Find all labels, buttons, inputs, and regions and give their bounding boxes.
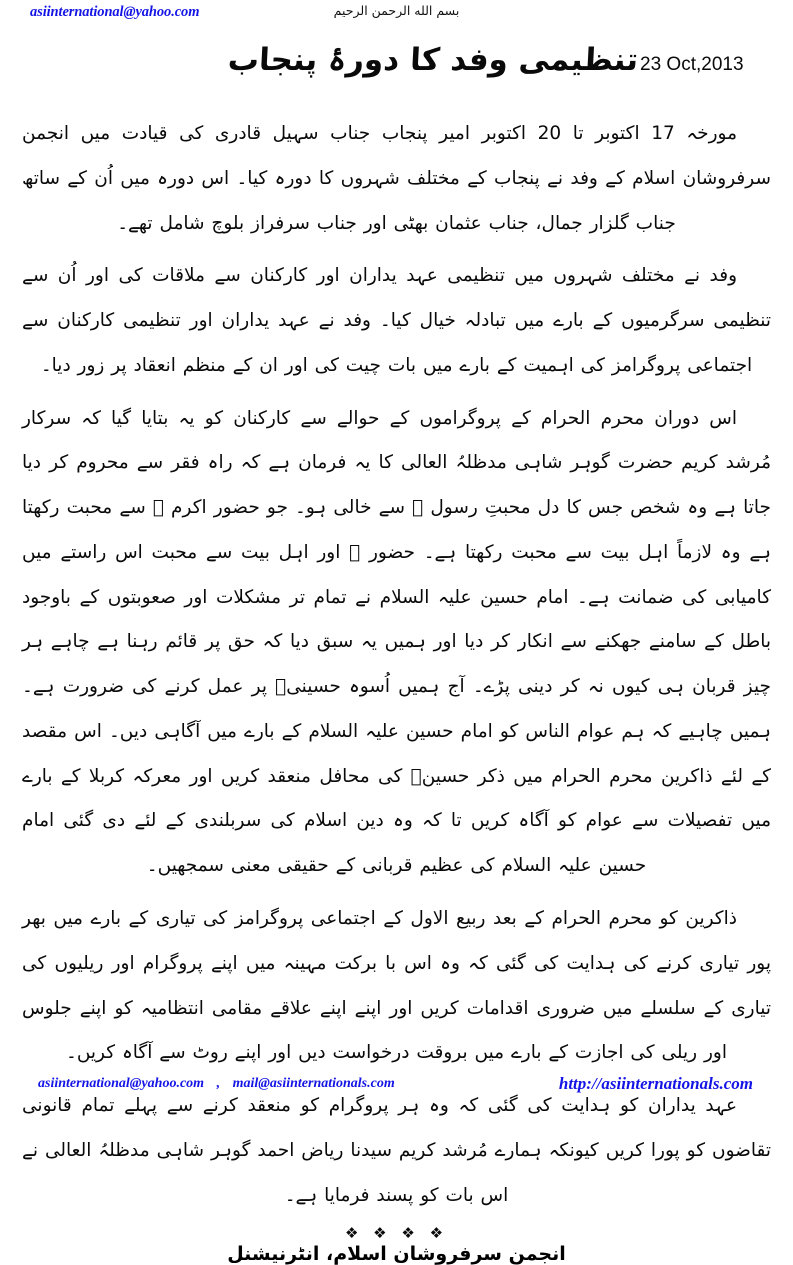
organization-signature: انجمن سرفروشان اسلام، انٹرنیشنل [227, 1243, 566, 1265]
document-date: 23 Oct,2013 [640, 54, 744, 75]
footer-email-primary[interactable]: asiinternational@yahoo.com [38, 1076, 205, 1091]
footer-website-link[interactable]: http://asiinternationals.com [558, 1074, 753, 1093]
body-paragraph-4: ذاکرین کو محرم الحرام کے بعد ربیع الاول کے اجتماعی پروگرامز کی تیاری کے بارے میں بھر پور تیاری کرنے کی ہدایت کی گئی کہ وہ اس با برکت مہینہ میں اپنے پروگرام اور ریلیوں کی تیاری کے سلسلے میں ضروری اقدامات کریں اور اپنے اپنے علاقے مقامی انتظامیہ کو اپنے جلوس اور ریلی کی اجازت کے بارے میں بروقت درخواست دیں اور اپنے روٹ سے آگاہ کریں۔ [22, 908, 771, 1064]
header-email-address[interactable]: asiinternational@yahoo.com [30, 4, 200, 20]
body-paragraph-3: اس دوران محرم الحرام کے پروگراموں کے حوالے سے کارکنان کو یہ بتایا گیا کہ سرکار مُرشد کریم حضرت گوہر شاہی مدظلہُ العالی کا یہ فرمان ہے کہ راہ فقر سے محروم کر دیا جاتا ہے وہ شخص جس کا دل محبتِ رسول ﷺ سے خالی ہو۔ جو حضور اکرم ﷺ سے محبت رکھتا ہے وہ لازماً اہل بیت سے محبت رکھتا ہے۔ حضور ﷺ اور اہل بیت سے محبت اس راستے میں کامیابی کی ضمانت ہے۔ امام حسین علیہ السلام نے تمام تر مشکلات اور صعوبتوں کے باوجود باطل کے سامنے جھکنے سے انکار کر دیا اور ہمیں یہ سبق دیا کہ حق پر قائم رہنا ہے چاہے ہر چیز قربان ہی کیوں نہ کر دینی پڑے۔ آج ہمیں اُسوہ حسینیؑ پر عمل کرنے کی ضرورت ہے۔ ہمیں چاہیے کہ ہم عوام الناس کو امام حسین علیہ السلام کے بارے میں آگاہی دیں۔ اس مقصد کے لئے ذاکرین محرم الحرام میں ذکر حسینؑ کی محافل منعقد کریں اور معرکہ کربلا کے بارے میں تفصیلات سے عوام کو آگاہ کریں تا کہ وہ دین اسلام کی سربلندی کے لئے دی گئی امام حسین علیہ السلام کی عظیم قربانی کے حقیقی معنی سمجھیں۔ [22, 407, 771, 877]
document-footer [0, 1076, 793, 1098]
body-paragraph-2: وفد نے مختلف شہروں میں تنظیمی عہد یداران اور کارکنان سے ملاقات کی اور اُن سے تنظیمی سرگرمیوں کے بارے میں تبادلہ خیال کیا۔ وفد نے عہد یداران اور تنظیمی کارکنان سے اجتماعی پروگرامز کی اہمیت کے بارے میں بات چیت کی اور ان کے منظم انعقاد پر زور دیا۔ [22, 265, 771, 376]
footer-email-secondary[interactable]: mail@asiinternationals.com [232, 1076, 395, 1091]
body-paragraph-5: عہد یداران کو ہدایت کی گئی کہ وہ ہر پروگرام کو منعقد کرنے سے پہلے تمام قانونی تقاضوں کو پورا کریں کیونکہ ہمارے مُرشد کریم سیدنا ریاض احمد گوہر شاہی مدظلہُ العالی نے اس بات کو پسند فرمایا ہے۔ [22, 1095, 771, 1206]
title-block [0, 36, 793, 106]
page-title: تنظیمی وفد کا دورۂ پنجاب [226, 42, 640, 78]
footer-email-group [38, 1076, 395, 1092]
document-header [0, 0, 793, 34]
decorative-separator-icon: ❖ ❖ ❖ ❖ [344, 1224, 449, 1243]
bismillah-text: بسم الله الرحمن الرحیم [333, 3, 460, 18]
body-paragraph-1: مورخہ 17 اکتوبر تا 20 اکتوبر امیر پنجاب جناب سہیل قادری کی قیادت میں انجمن سرفروشان اسلام کے وفد نے پنجاب کے مختلف شہروں کا دورہ کیا۔ اس دورہ میں اُن کے ساتھ جناب گلزار جمال، جناب عثمان بھٹی اور جناب سرفراز بلوچ شامل تھے۔ [22, 123, 771, 234]
footer-separator: , [216, 1076, 221, 1091]
document-body [0, 112, 793, 1218]
